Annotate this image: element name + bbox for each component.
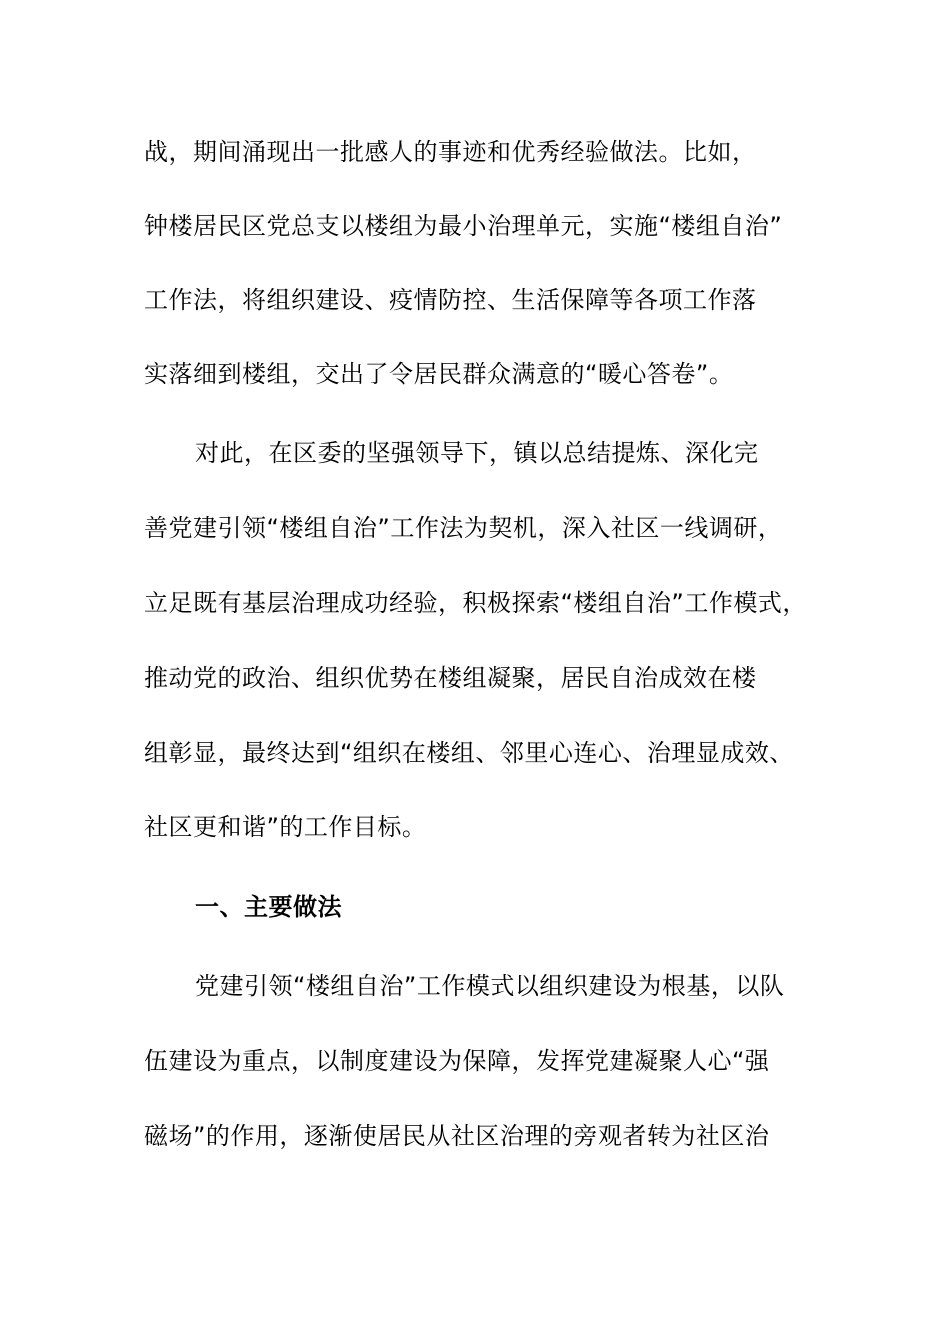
text-line: 磁场”的作用，逐渐使居民从社区治理的旁观者转为社区治 [144, 1122, 770, 1150]
text-line: 组彰显，最终达到“组织在楼组、邻里心连心、治理显成效、 [144, 739, 794, 767]
text-line: 钟楼居民区党总支以楼组为最小治理单元，实施“楼组自治” [144, 212, 783, 240]
section-heading: 一、主要做法 [195, 893, 342, 921]
text-line: 立足既有基层治理成功经验，积极探索“楼组自治”工作模式， [144, 589, 807, 617]
text-line: 伍建设为重点，以制度建设为保障，发挥党建凝聚人心“强 [144, 1047, 770, 1075]
text-line: 实落细到楼组，交出了令居民群众满意的“暖心答卷”。 [144, 360, 734, 388]
text-line: 推动党的政治、组织优势在楼组凝聚，居民自治成效在楼 [144, 664, 757, 692]
text-line: 对此，在区委的坚强领导下，镇以总结提炼、深化完 [195, 439, 759, 467]
text-line: 善党建引领“楼组自治”工作法为契机，深入社区一线调研， [144, 514, 783, 542]
text-line: 战，期间涌现出一批感人的事迹和优秀经验做法。比如， [144, 138, 757, 166]
text-line: 工作法，将组织建设、疫情防控、生活保障等各项工作落 [144, 286, 757, 314]
text-line: 社区更和谐”的工作目标。 [144, 813, 427, 841]
text-line: 党建引领“楼组自治”工作模式以组织建设为根基，以队 [195, 972, 785, 1000]
